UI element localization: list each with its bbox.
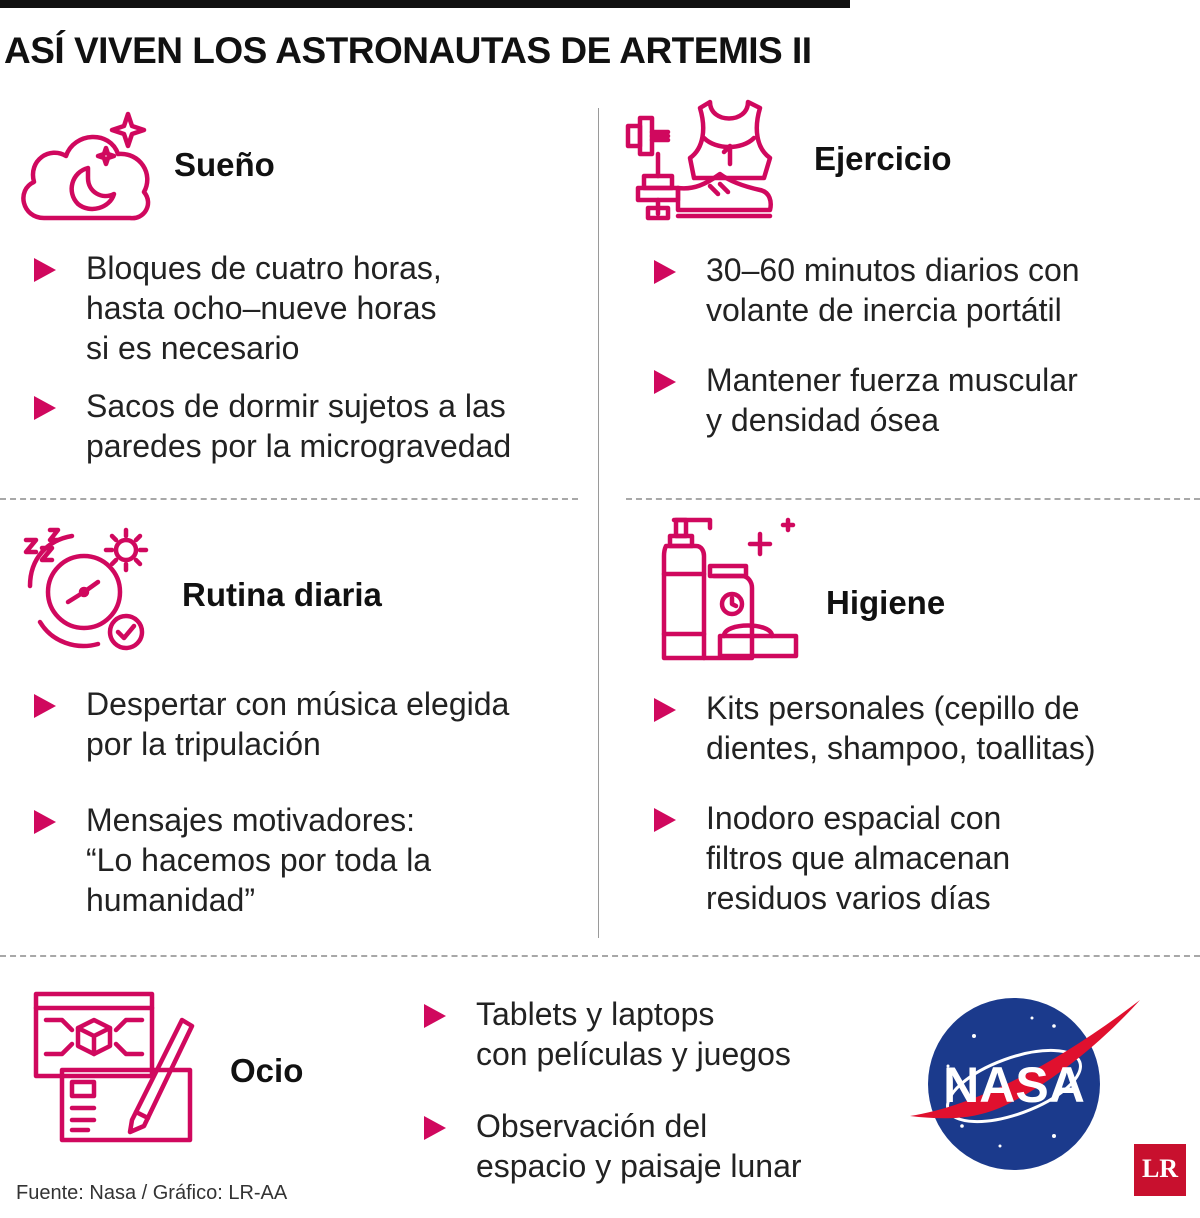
bullet-higiene-2: Inodoro espacial con filtros que almacenan residuos varios días <box>706 798 1010 918</box>
lr-logo-text: LR <box>1141 1154 1179 1183</box>
bullet-triangle-icon <box>654 698 676 722</box>
section-title-rutina: Rutina diaria <box>182 576 382 613</box>
page-title: ASÍ VIVEN LOS ASTRONAUTAS DE ARTEMIS II <box>4 30 812 71</box>
row-divider-right <box>626 498 1200 500</box>
moon-cloud-icon <box>14 108 156 226</box>
bullet-sueno-2: Sacos de dormir sujetos a las paredes por la microgravedad <box>86 386 511 466</box>
tablet-game-icon <box>32 990 196 1146</box>
row-divider-left <box>0 498 578 500</box>
bullet-triangle-icon <box>34 694 56 718</box>
bullet-triangle-icon <box>34 396 56 420</box>
bullet-ejercicio-2: Mantener fuerza muscular y densidad ósea <box>706 360 1078 440</box>
column-divider <box>598 108 599 938</box>
nasa-logo-text: NASA <box>943 1057 1085 1113</box>
section-title-sueno: Sueño <box>174 146 275 183</box>
bullet-higiene-1: Kits personales (cepillo de dientes, shampoo, toallitas) <box>706 688 1096 768</box>
bullet-triangle-icon <box>654 808 676 832</box>
section-title-ejercicio: Ejercicio <box>814 140 952 177</box>
bullet-triangle-icon <box>34 258 56 282</box>
row-divider-bottom <box>0 955 1200 957</box>
section-title-higiene: Higiene <box>826 584 946 621</box>
bullet-triangle-icon <box>424 1116 446 1140</box>
soap-bottles-icon <box>660 516 800 662</box>
nasa-logo <box>904 996 1144 1177</box>
bullet-rutina-2: Mensajes motivadores: “Lo hacemos por toda la humanidad” <box>86 800 431 920</box>
clock-routine-icon <box>22 526 152 656</box>
bullet-triangle-icon <box>654 260 676 284</box>
dumbbell-shirt-shoe-icon <box>624 98 774 226</box>
lr-logo <box>1134 1144 1186 1196</box>
bullet-ocio-1: Tablets y laptops con películas y juegos <box>476 994 791 1074</box>
bullet-sueno-1: Bloques de cuatro horas, hasta ocho–nueve horas si es necesario <box>86 248 442 368</box>
bullet-triangle-icon <box>424 1004 446 1028</box>
bullet-rutina-1: Despertar con música elegida por la tripulación <box>86 684 509 764</box>
section-title-ocio: Ocio <box>230 1052 304 1089</box>
bullet-ejercicio-1: 30–60 minutos diarios con volante de inercia portátil <box>706 250 1080 330</box>
top-rule <box>0 0 850 8</box>
bullet-triangle-icon <box>34 810 56 834</box>
source-credit: Fuente: Nasa / Gráfico: LR-AA <box>16 1182 288 1204</box>
bullet-triangle-icon <box>654 370 676 394</box>
bullet-ocio-2: Observación del espacio y paisaje lunar <box>476 1106 802 1186</box>
